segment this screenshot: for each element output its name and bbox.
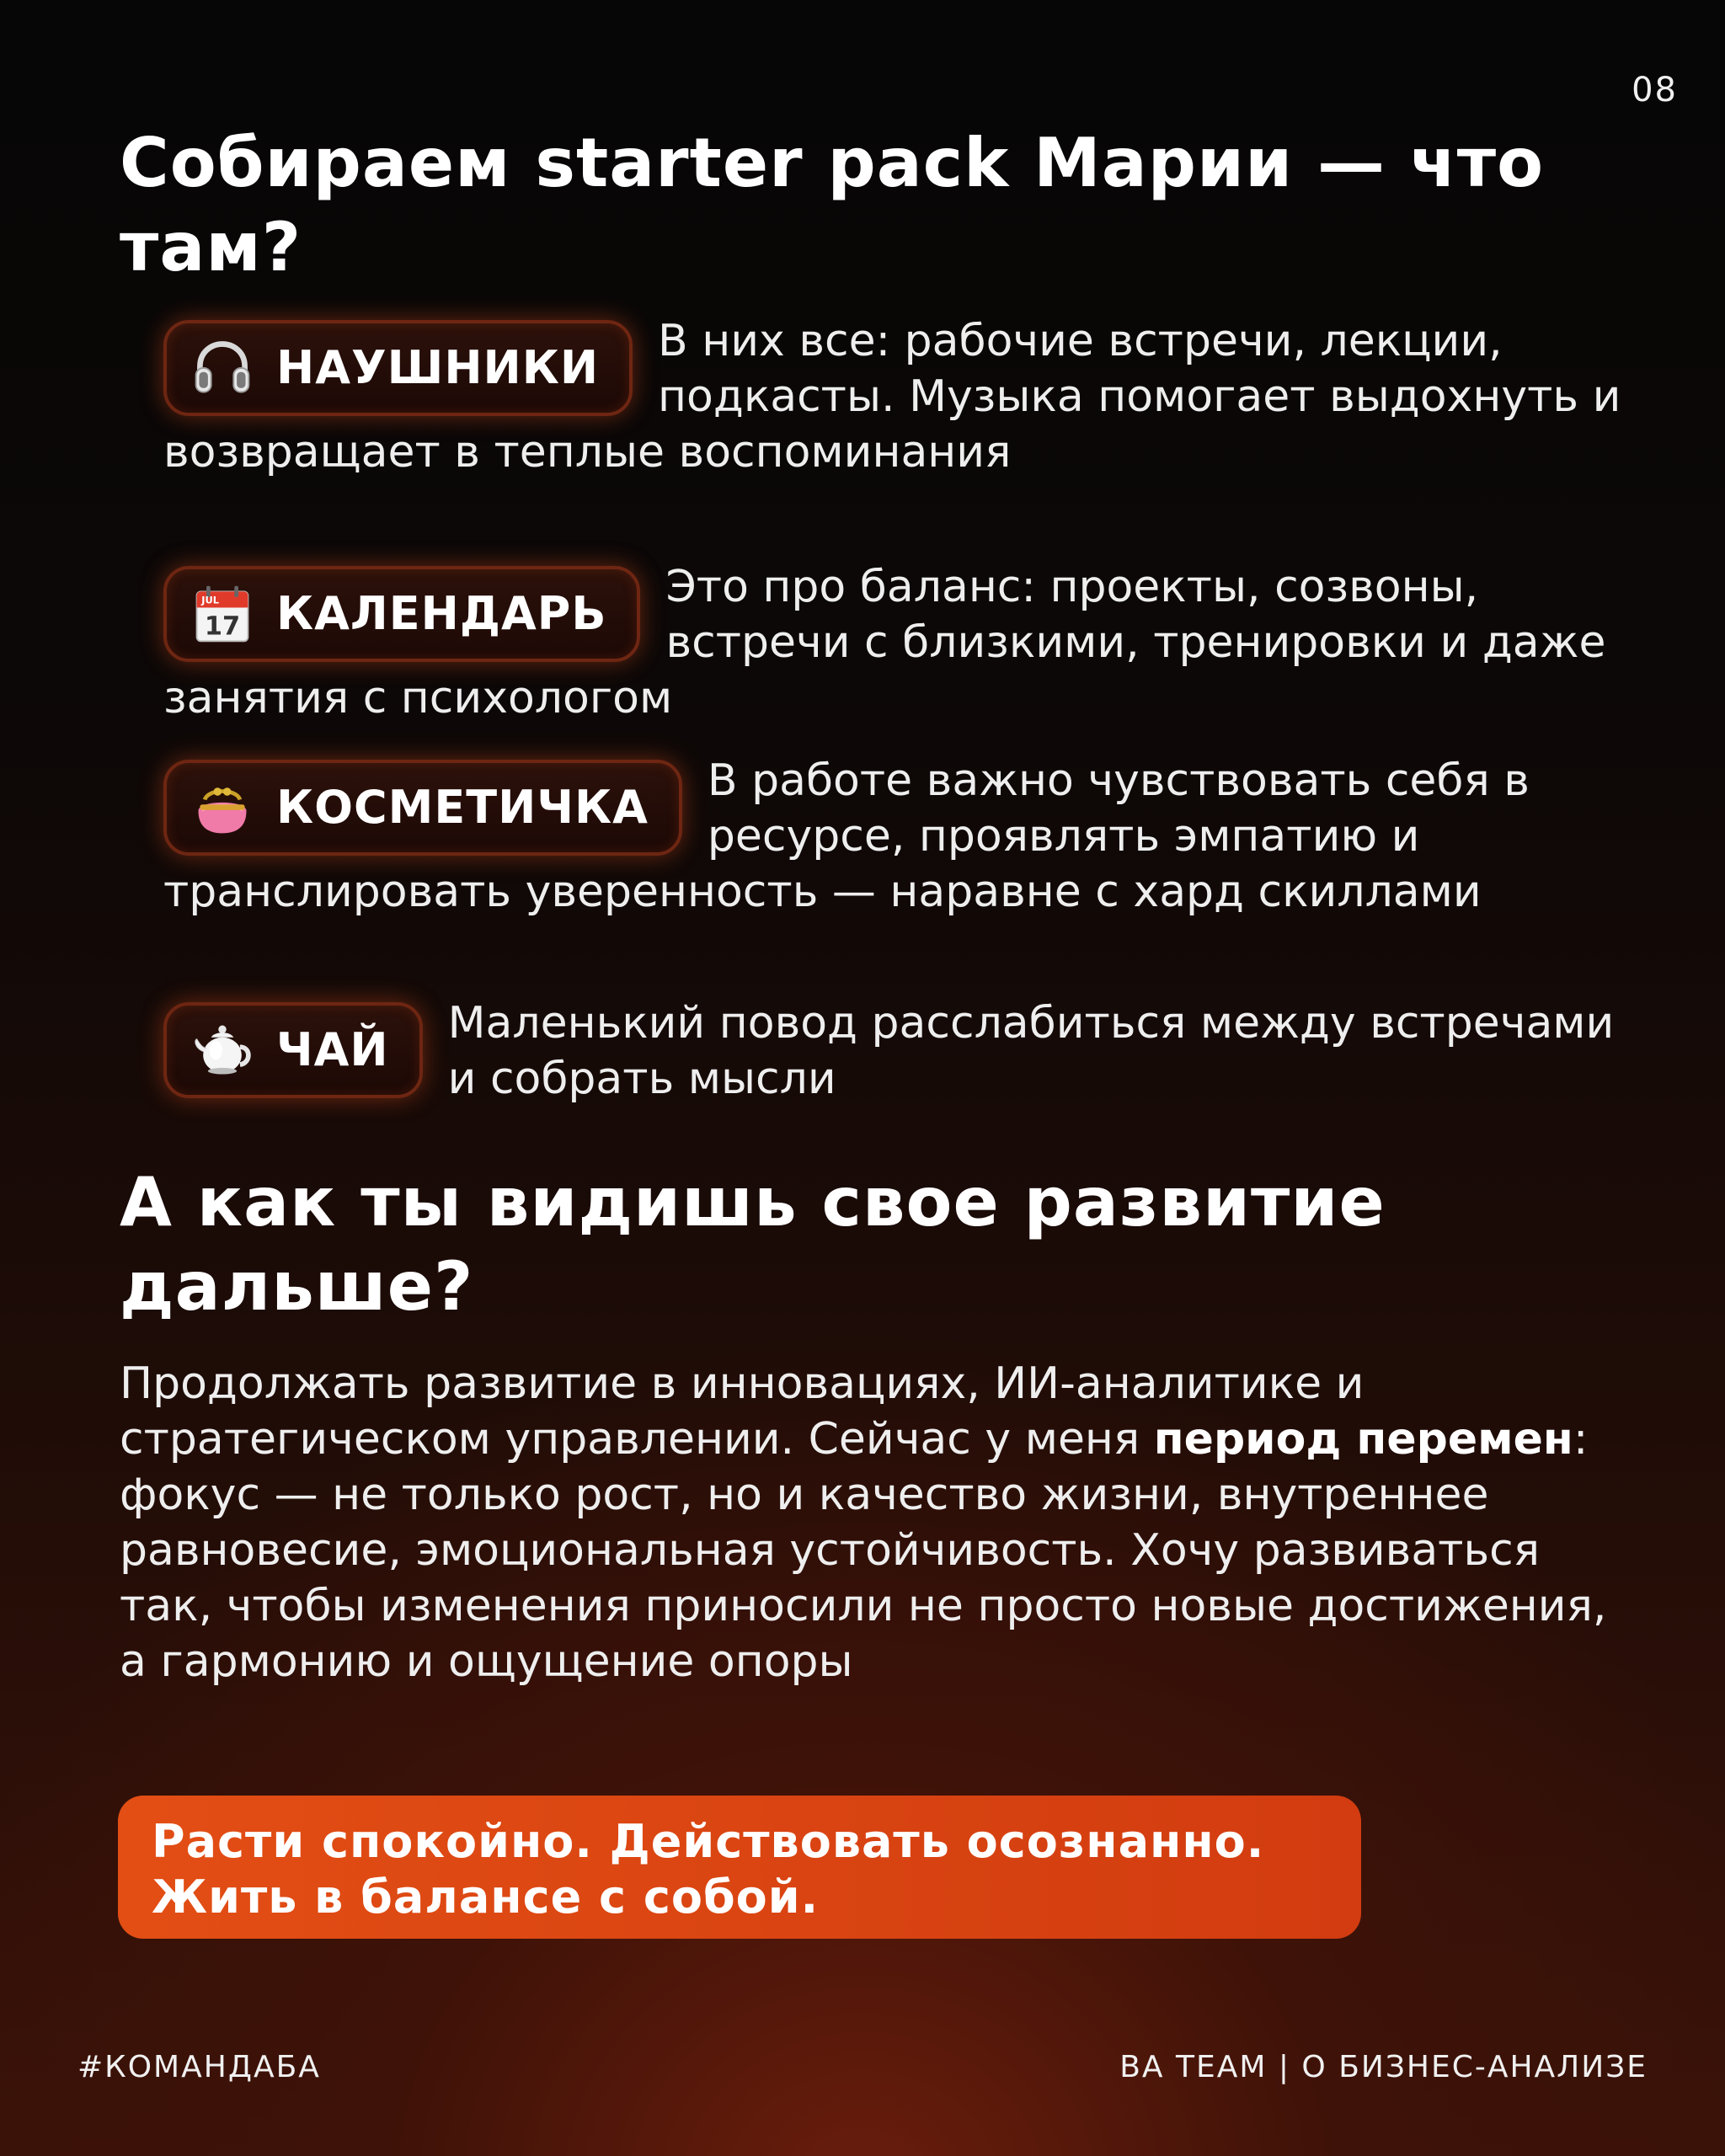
purse-icon [190, 776, 254, 840]
teapot-icon [190, 1018, 254, 1082]
list-item-calendar [163, 559, 1646, 726]
calendar-month: JUL [201, 594, 220, 606]
page-number: 08 [1632, 71, 1678, 109]
callout-banner [118, 1796, 1361, 1939]
item-description-purse: В работе важно чувствовать себя в ресурсе, проявлять эмпатию и транслировать уверенность — наравне с хард скиллами [163, 755, 1530, 917]
tag-pill-purse [163, 760, 682, 856]
tag-pill-headphones [163, 320, 633, 416]
callout-line-1: Расти спокойно. Действовать осознанно. [152, 1815, 1265, 1868]
calendar-icon [190, 582, 254, 646]
answer-highlight: период перемен [1153, 1414, 1573, 1465]
item-description-headphones: В них все: рабочие встречи, лекции, подкасты. Музыка помогает выдохнуть и возвращает в теплые воспоминания [163, 316, 1621, 478]
section-heading: А как ты видишь свое развитие дальше? [120, 1163, 1386, 1326]
tag-label-purse: КОСМЕТИЧКА [276, 781, 649, 834]
footer-hashtag: #КОМАНДАБА [77, 2050, 321, 2084]
footer-brand: BA TEAM | О БИЗНЕС-АНАЛИЗЕ [1119, 2050, 1648, 2084]
tag-label-headphones: НАУШНИКИ [276, 341, 600, 394]
item-description-calendar: Это про баланс: проекты, созвоны, встречи с близкими, тренировки и даже занятия с психологом [163, 562, 1606, 723]
answer-rest: : фокус — не только рост, но и качество жизни, внутреннее равновесие, эмоциональная устойчивость. Хочу развиваться так, чтобы изменения приносили не просто новые достижения, а гармонию и ощущение опоры [120, 1414, 1607, 1687]
answer-paragraph [120, 1356, 1636, 1689]
tag-label-calendar: КАЛЕНДАРЬ [276, 587, 607, 640]
list-item-headphones [163, 313, 1646, 480]
page-title: Собираем starter pack Марии — что там? [120, 124, 1545, 286]
tag-pill-tea [163, 1002, 423, 1098]
tag-label-tea: ЧАЙ [276, 1023, 389, 1076]
item-description-tea: Маленький повод расслабиться между встречами и собрать мысли [447, 998, 1615, 1104]
tag-pill-calendar [163, 566, 640, 662]
headphones-icon [190, 336, 254, 400]
list-item-purse [163, 753, 1646, 920]
list-item-tea [163, 995, 1646, 1107]
answer-intro: Продолжать развитие в инновациях, ИИ-аналитике и стратегическом управлении. Сейчас у меня [120, 1358, 1365, 1465]
callout-line-2: Жить в балансе с собой. [152, 1870, 820, 1924]
calendar-day: 17 [204, 611, 241, 642]
